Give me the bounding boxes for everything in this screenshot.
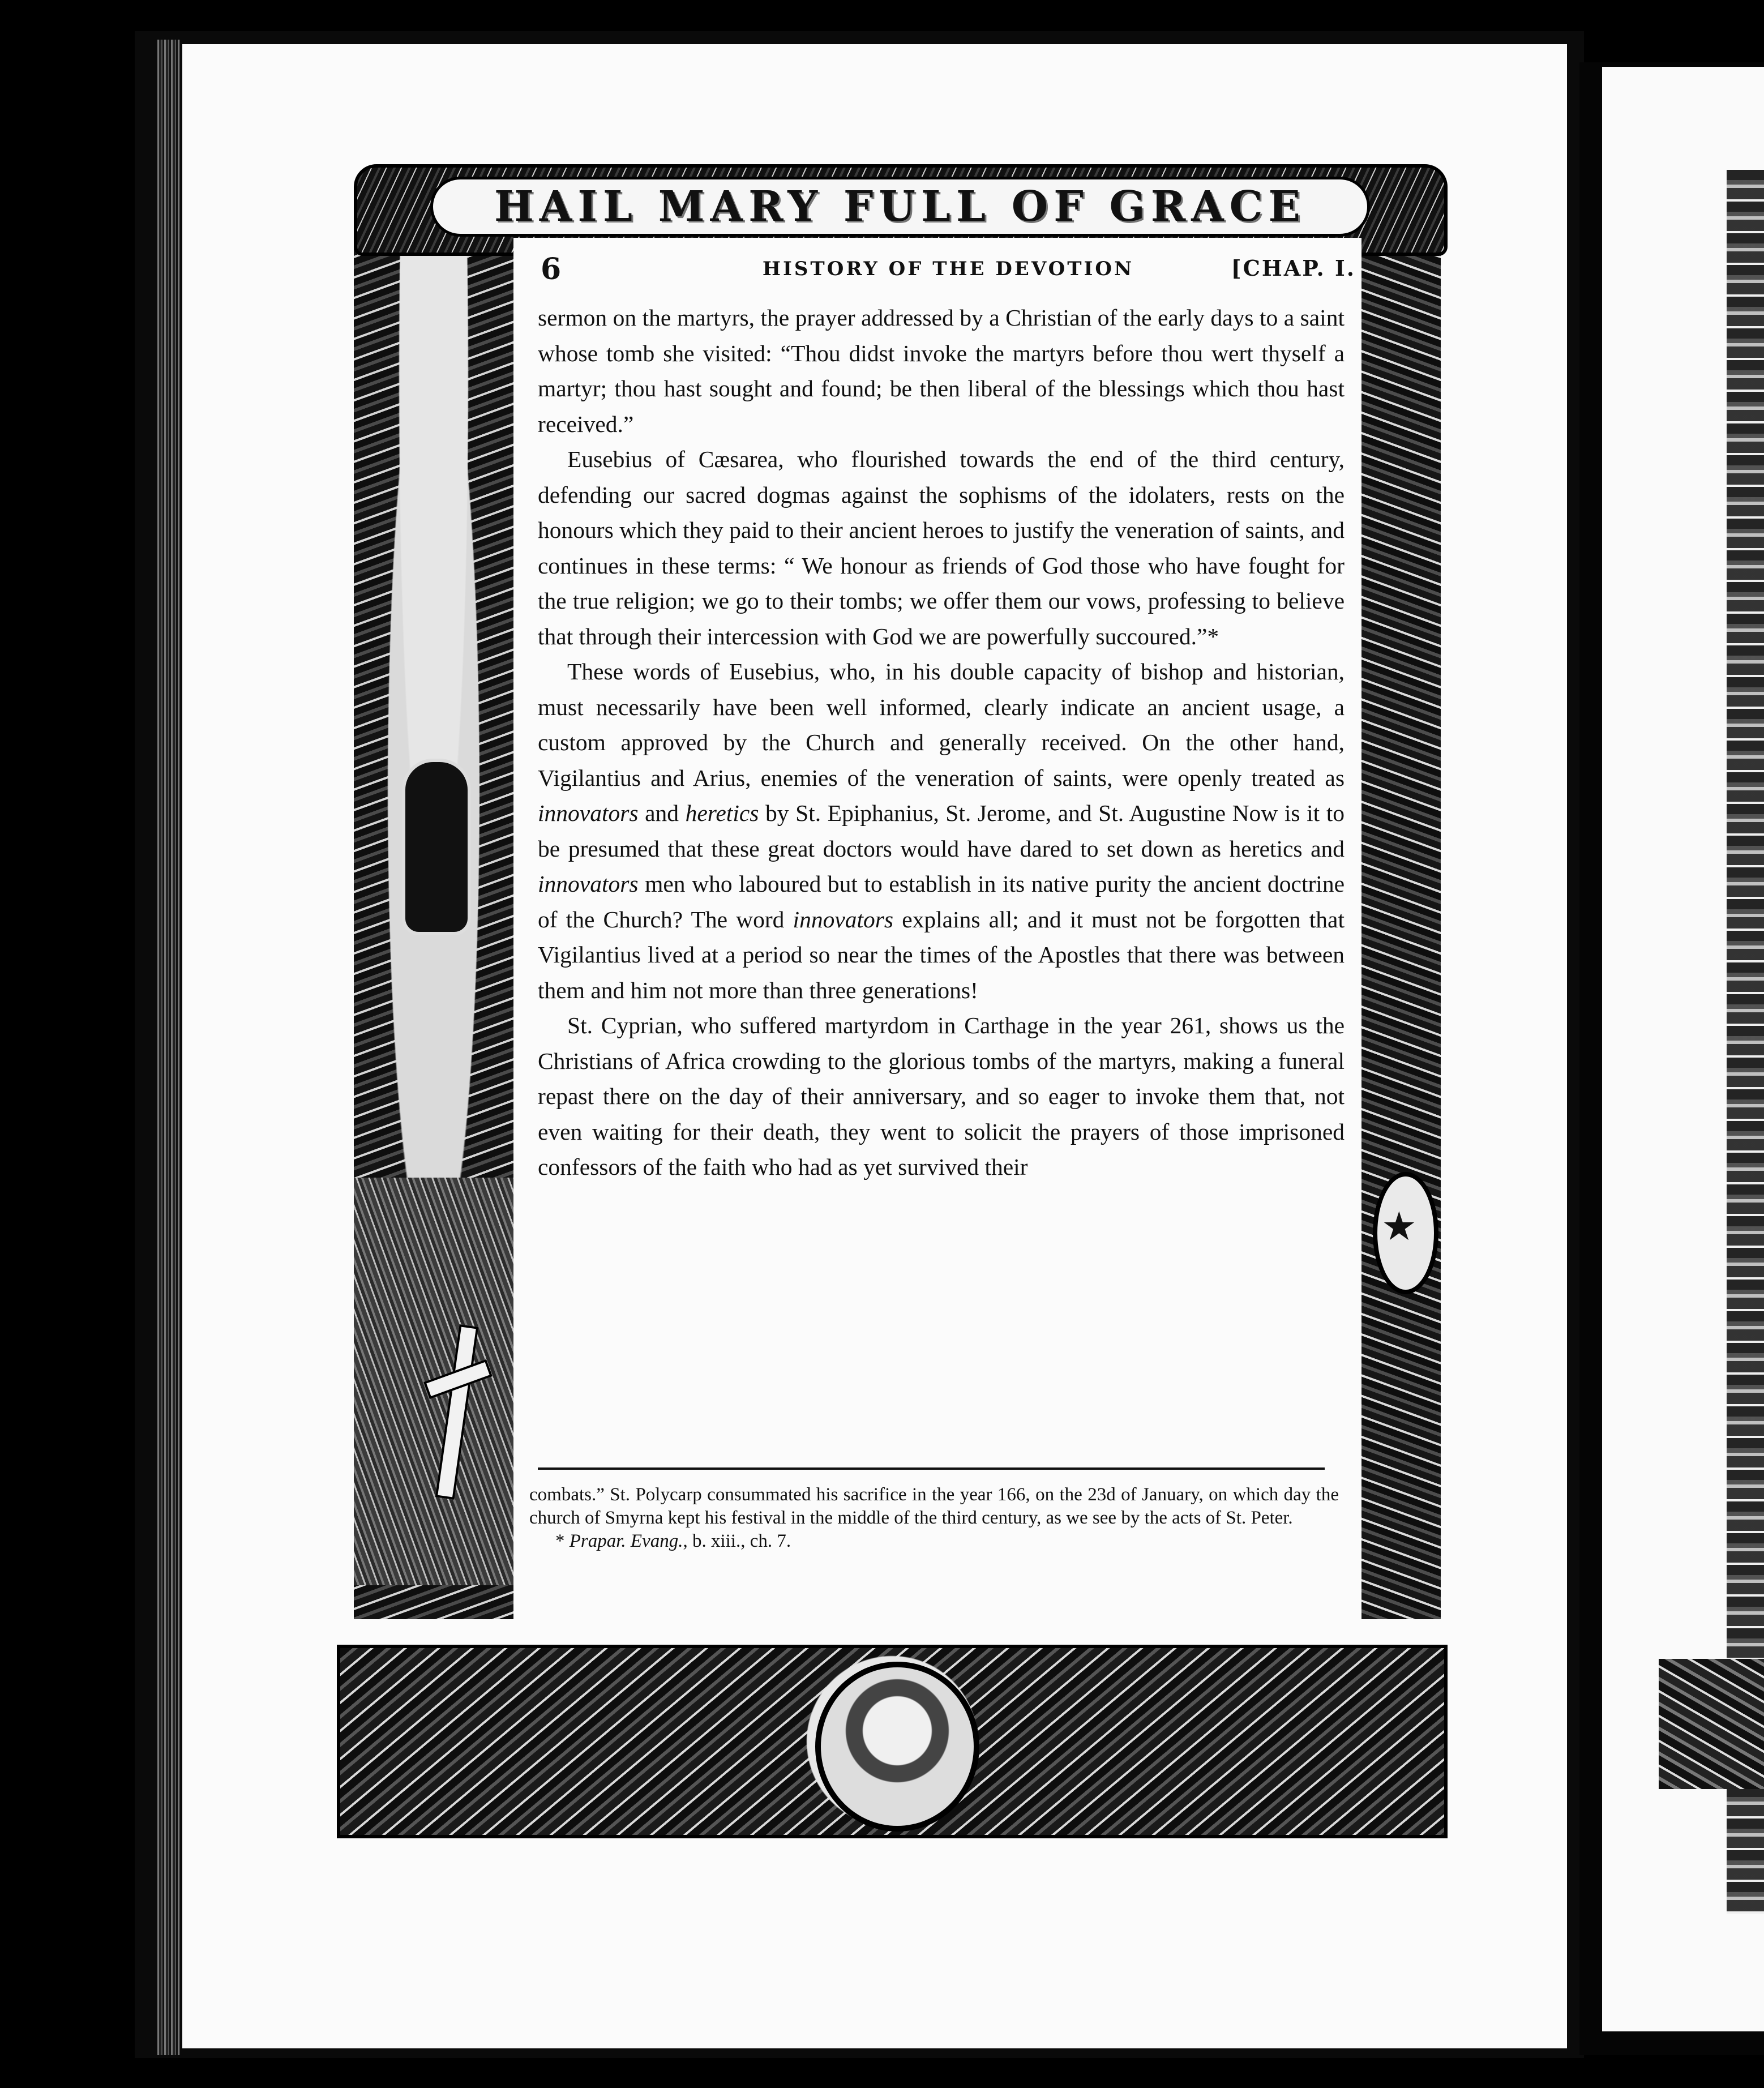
running-title: HISTORY OF THE DEVOTION: [762, 258, 1134, 280]
page-stack-edges: [157, 40, 180, 2055]
facing-page-ornament: [1727, 170, 1764, 1914]
footnote-source-rest: , b. xiii., ch. 7.: [683, 1531, 791, 1551]
right-ornamental-border: [1361, 238, 1441, 1619]
page-number: 6: [541, 252, 562, 286]
madonna-figure-illustration: [402, 759, 471, 935]
paragraph-3-text-b: and: [638, 800, 686, 826]
body-text: [538, 300, 1345, 1185]
madonna-portrait-medallion: [815, 1662, 979, 1832]
footnote-continuation: combats.” St. Polycarp consummated his sacrifice in the year 166, on the 23d of January, on which day the church of Smyrna kept his festival in the middle of the third century, as we see by the acts of St. Peter.: [529, 1484, 1339, 1528]
emphasis-innovators-3: innovators: [793, 906, 894, 932]
emphasis-innovators: innovators: [538, 800, 639, 826]
paragraph-3-text-c: by St. Epiphanius, St. Jerome, and St. Augustine Now is it to be presumed that these great doctors would have dared to set down as heretics and: [538, 800, 1345, 862]
facing-page-bottom-ornament: [1659, 1659, 1764, 1789]
chapter-label: [CHAP. I.: [1231, 255, 1356, 281]
paragraph-3-text-a: These words of Eusebius, who, in his double capacity of bishop and historian, must necessarily have been well informed, clearly indicate an ancient usage, a custom approved by the Church and generally received. On the other hand, Vigilantius and Arius, enemies of the veneration of saints, were openly treated as: [538, 658, 1345, 791]
footnote-mark: *: [555, 1531, 570, 1551]
footnote-source-title: Prapar. Evang.: [569, 1531, 683, 1551]
banner-scroll: [430, 177, 1370, 237]
running-head: [541, 252, 1356, 292]
emphasis-innovators-2: innovators: [538, 871, 639, 897]
paragraph-4: St. Cyprian, who suffered martyrdom in Carthage in the year 261, shows us the Christians of Africa crowding to the glorious tombs of the martyrs, making a funeral repast there on the day of their anniversary, and so eager to invoke them that, not even waiting for their death, they went to solicit the prayers of those imprisoned confessors of the faith who had as yet survived their: [538, 1012, 1345, 1180]
emphasis-heretics: heretics: [685, 800, 759, 826]
paragraph-3-text-e: explains all; and it must not be forgotten that Vigilantius lived at a period so near the times of the Apostles that there was between them and him not more than three generations!: [538, 906, 1345, 1003]
banner-text: HAIL MARY FULL OF GRACE: [494, 182, 1306, 231]
paragraph-1: sermon on the martyrs, the prayer addressed by a Christian of the early days to a saint whose tomb she visited: “Thou didst invoke the martyrs before thou wert thyself a martyr; thou hast sought and found; be then liberal of the blessings which thou hast received.”: [538, 305, 1345, 437]
footnote-eusebius: [529, 1530, 1339, 1553]
footnote-rule: [538, 1467, 1325, 1470]
star-icon: ★: [1381, 1203, 1417, 1250]
footnotes: [529, 1483, 1339, 1553]
paragraph-3-text-d: men who laboured but to establish in its native purity the ancient doctrine of the Church? The word: [538, 871, 1345, 932]
paragraph-3: [538, 654, 1345, 1008]
paragraph-2: Eusebius of Cæsarea, who flourished towards the end of the third century, defending our sacred dogmas against the sophisms of the idolaters, rests on the honours which they paid to their ancient heroes to justify the veneration of saints, and continues in these terms: “ We honour as friends of God those who have fought for the true religion; we go to their tombs; we offer them our vows, professing to believe that through their intercession with God we are powerfully succoured.”*: [538, 446, 1345, 649]
